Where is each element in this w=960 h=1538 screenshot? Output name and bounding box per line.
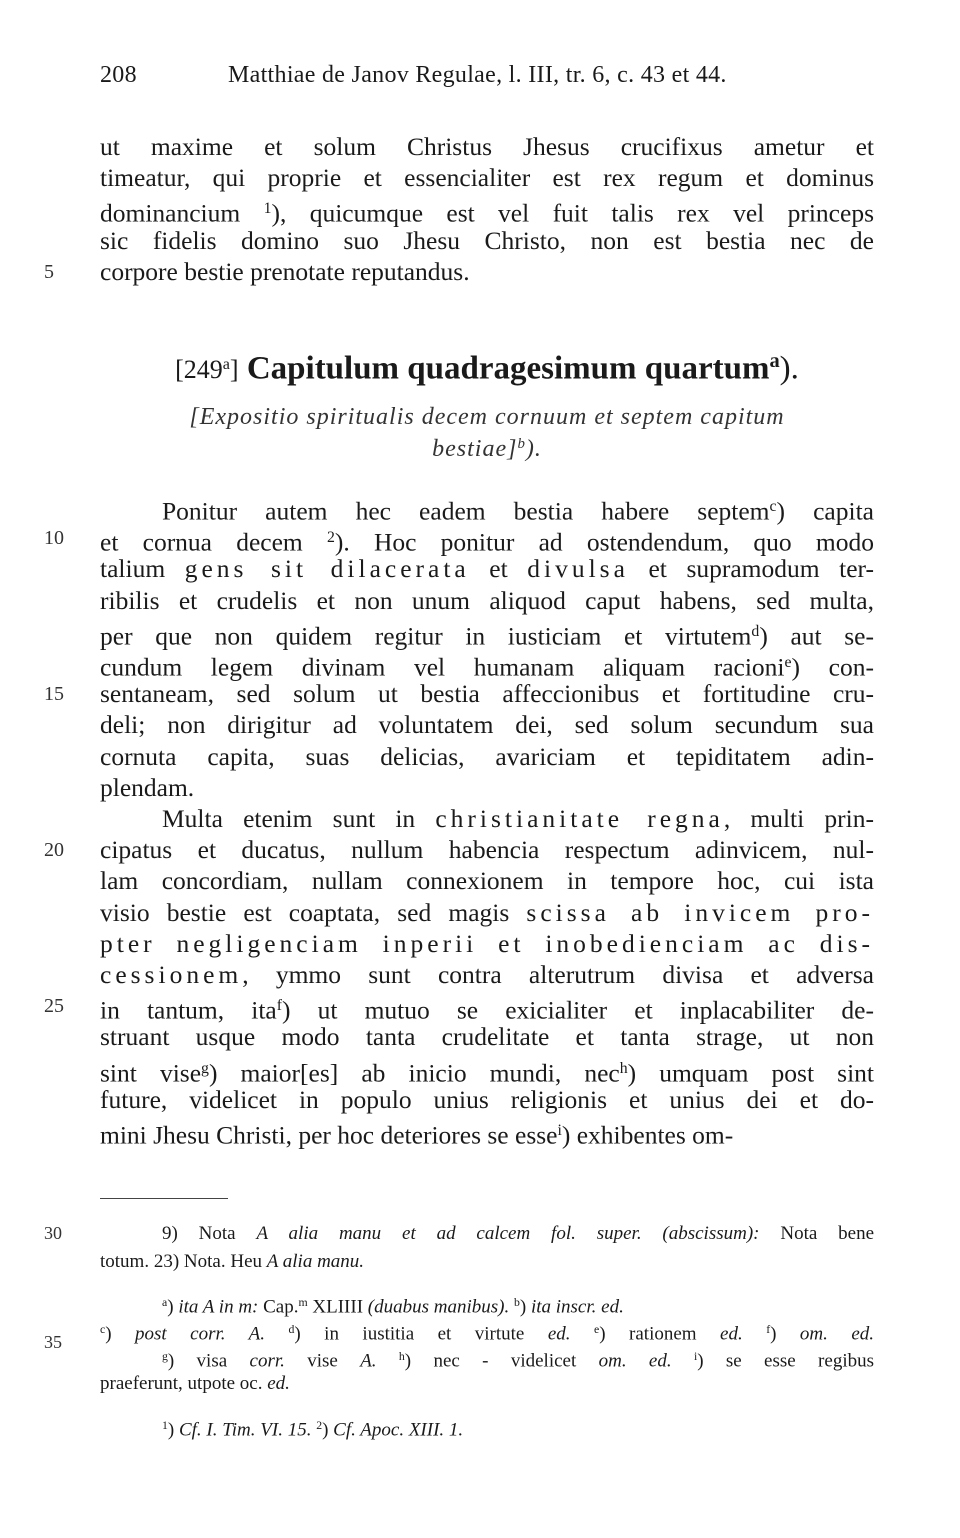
line-number: 10 bbox=[44, 527, 64, 550]
line-number: 35 bbox=[44, 1332, 62, 1352]
text-line: sic fidelis domino suo Jhesu Christo, non est bestia nec de bbox=[100, 225, 874, 255]
text-line: pter negligenciam inperii et inobedienciam ac dis- bbox=[100, 928, 874, 958]
text-line: sentaneam, sed solum ut bestia affeccionibus et fortitudine cru- bbox=[100, 679, 874, 709]
text-line: Ponitur autem hec eadem bestia habere septem$^c$) capita bbox=[162, 496, 874, 526]
text-line: plendam. bbox=[100, 772, 195, 802]
chapter-subtitle-line2: bestiae]$^b$). bbox=[432, 436, 542, 463]
text-line: timeatur, qui proprie et essencialiter est rex regum et dominus bbox=[100, 163, 874, 193]
folio-marker: [249$^a$] bbox=[175, 355, 239, 385]
page-number: 208 bbox=[100, 62, 137, 88]
text-line: dominancium $^1$), quicumque est vel fuit talis rex vel princeps bbox=[100, 199, 874, 229]
chapter-title-text: Capitulum quadragesimum quartum bbox=[246, 350, 770, 387]
footnote-line: totum. 23) Nota. Heu A alia manu. bbox=[100, 1251, 365, 1272]
text-line: cornuta capita, suas delicias, avariciam et tepiditatem adin- bbox=[100, 741, 874, 771]
running-title: Matthiae de Janov Regulae, l. III, tr. 6, c. 43 et 44. bbox=[228, 62, 727, 88]
text-line: mini Jhesu Christi, per hoc deteriores se esse$^i$) exhibentes om- bbox=[100, 1120, 734, 1150]
line-number: 20 bbox=[44, 839, 64, 862]
footnote-line: $^c$) post corr. A. $^d$) in iustitia et virtute ed. $^e$) rationem ed. $^f$) om. ed. bbox=[100, 1323, 875, 1345]
text-line: et cornua decem $^2$). Hoc ponitur ad ostendendum, quo modo bbox=[100, 527, 874, 557]
text-line: cipatus et ducatus, nullum habencia respectum adinvicem, nul- bbox=[100, 835, 874, 865]
text-line: future, videlicet in populo unius religionis et unius dei et do- bbox=[100, 1084, 874, 1114]
text-line: ut maxime et solum Christus Jhesus crucifixus ametur et bbox=[100, 132, 874, 161]
line-number: 5 bbox=[44, 260, 54, 283]
footnote-line: $^g$) visa corr. vise A. $^h$) nec - videlicet om. ed. $^i$) se esse regibus bbox=[162, 1350, 874, 1372]
text-line: visio bestie est coaptata, sed magis scissa ab invicem pro- bbox=[100, 897, 875, 927]
line-number: 25 bbox=[44, 995, 64, 1018]
footnote-line: $^1$) Cf. I. Tim. VI. 15. $^2$) Cf. Apoc. XIII. 1. bbox=[162, 1419, 464, 1441]
text-line: struant usque modo tanta crudelitate et tanta strage, ut non bbox=[100, 1022, 874, 1052]
footnote-line: $^a$) ita A in m: Cap.$^m$ XLIIII (duabus manibus). $^b$) ita inscr. ed. bbox=[162, 1296, 624, 1318]
text-line: per que non quidem regitur in iusticiam et virtutem$^d$) aut se- bbox=[100, 621, 874, 651]
chapter-subtitle-line1: [Expositio spiritualis decem cornuum et septem capitum bbox=[189, 404, 785, 430]
footnote-rule bbox=[100, 1198, 228, 1199]
text-line: deli; non dirigitur ad voluntatem dei, sed solum secundum sua bbox=[100, 710, 874, 740]
text-line: cessionem, ymmo sunt contra alterutrum divisa et adversa bbox=[100, 960, 874, 989]
text-line: lam concordiam, nullam connexionem in tempore hoc, cui ista bbox=[100, 866, 874, 896]
footnote-line: praeferunt, utpote oc. ed. bbox=[100, 1373, 290, 1394]
text-line: ribilis et crudelis et non unum aliquod caput habens, sed multa, bbox=[100, 585, 874, 615]
chapter-title: [249$^a$] Capitulum quadragesimum quartum$^a$). bbox=[175, 350, 799, 387]
text-line: sint vise$^g$) maior[es] ab inicio mundi, nec$^h$) umquam post sint bbox=[100, 1058, 874, 1088]
text-line: cundum legem divinam vel humanam aliquam racioni$^e$) con- bbox=[100, 652, 874, 682]
text-line: Multa etenim sunt in christianitate regna, multi prin- bbox=[162, 804, 874, 833]
line-number: 15 bbox=[44, 683, 64, 706]
line-number: 30 bbox=[44, 1223, 62, 1243]
text-line: talium gens sit dilacerata et divulsa et supramodum ter- bbox=[100, 554, 875, 584]
text-line: in tantum, ita$^f$) ut mutuo se exicialiter et inplacabiliter de- bbox=[100, 995, 874, 1025]
footnote-line: 9) Nota A alia manu et ad calcem fol. super. (abscissum): Nota bene bbox=[162, 1223, 874, 1244]
text-line: corpore bestie prenotate reputandus. bbox=[100, 256, 470, 286]
